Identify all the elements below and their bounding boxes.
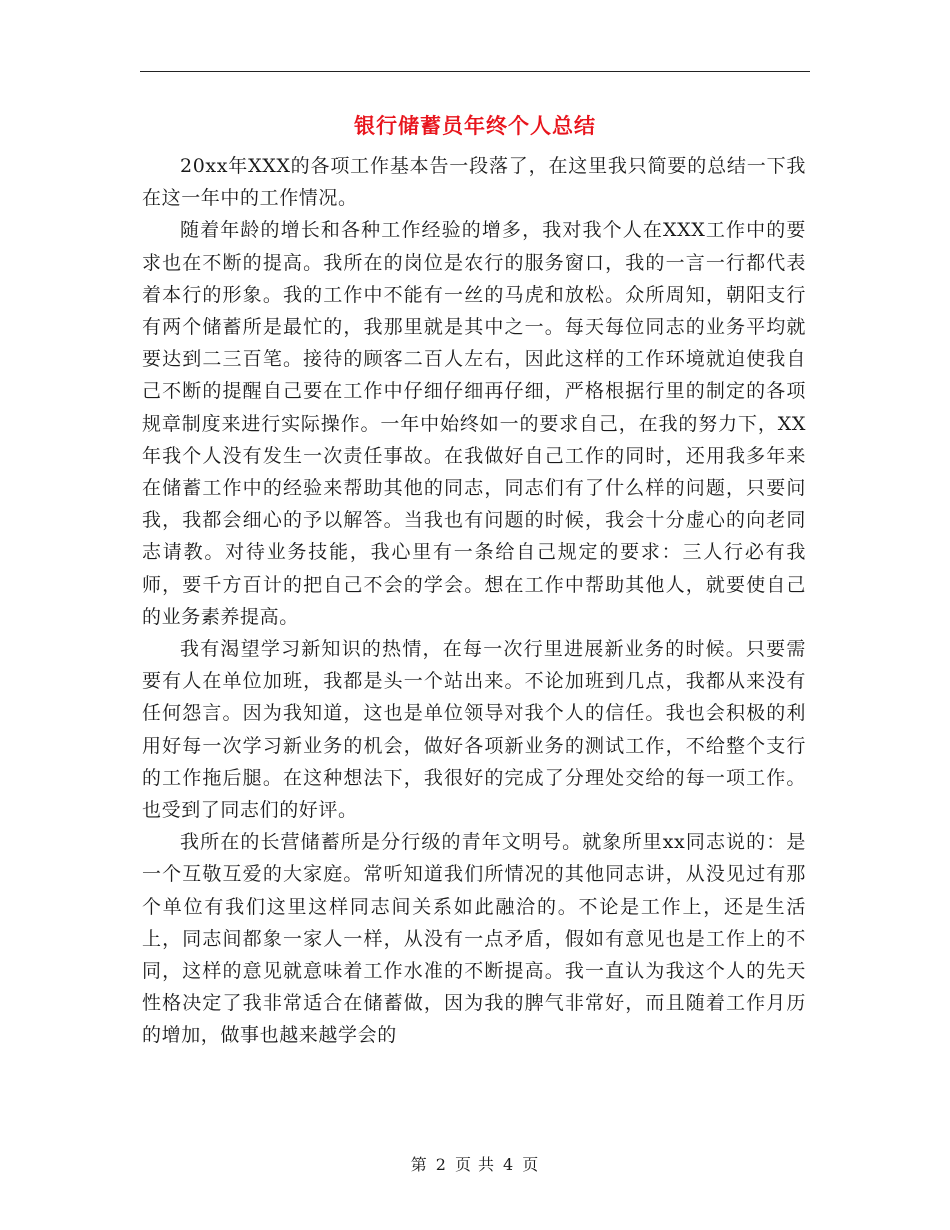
paragraph-intro: 20xx年XXX的各项工作基本告一段落了，在这里我只简要的总结一下我在这一年中的工作情况。 (142, 155, 806, 210)
paragraph-work-requirements: 随着年龄的增长和各种工作经验的增多，我对我个人在XXX工作中的要求也在不断的提高。我所在的岗位是农行的服务窗口，我的一言一行都代表着本行的形象。我的工作中不能有一丝的马虎和放松。众所周知，朝阳支行有两个储蓄所是最忙的，我那里就是其中之一。每天每位同志的业务平均就要达到二三百笔。接待的顾客二百人左右，因此这样的工作环境就迫使我自己不断的提醒自己要在工作中仔细仔细再仔细，严格根据行里的制定的各项规章制度来进行实际操作。一年中始终如一的要求自己，在我的努力下，XX年我个人没有发生一次责任事故。在我做好自己工作的同时，还用我多年来在储蓄工作中的经验来帮助其他的同志，同志们有了什么样的问题，只要问我，我都会细心的予以解答。当我也有问题的时候，我会十分虚心的向老同志请教。对待业务技能，我心里有一条给自己规定的要求：三人行必有我师，要千方百计的把自己不会的学会。想在工作中帮助其他人，就要使自己的业务素养提高。 (142, 219, 806, 628)
page-footer (0, 1155, 950, 1175)
footer-mid: 页 共 (454, 1155, 496, 1174)
paragraph-learning: 我有渴望学习新知识的热情，在每一次行里进展新业务的时候。只要需要有人在单位加班，我都是头一个站出来。不论加班到几点，我都从来没有任何怨言。因为我知道，这也是单位领导对我个人的信任。我也会积极的利用好每一次学习新业务的机会，做好各项新业务的测试工作，不给整个支行的工作拖后腿。在这种想法下，我很好的完成了分理处交给的每一项工作。也受到了同志们的好评。 (142, 638, 806, 822)
paragraph-team: 我所在的长营储蓄所是分行级的青年文明号。就象所里xx同志说的：是一个互敬互爱的大家庭。常听知道我们所情况的其他同志讲，从没见过有那个单位有我们这里这样同志间关系如此融洽的。不论是工作上，还是生活上，同志间都象一家人一样，从没有一点矛盾，假如有意见也是工作上的不同，这样的意见就意味着工作水准的不断提高。我一直认为我这个人的先天性格决定了我非常适合在储蓄做，因为我的脾气非常好，而且随着工作月历的增加，做事也越来越学会的 (142, 831, 806, 1047)
footer-prefix: 第 (410, 1155, 428, 1174)
footer-page-number: 2 (435, 1155, 447, 1174)
document-body (142, 150, 806, 1052)
footer-total-pages: 4 (503, 1155, 515, 1174)
document-title: 银行储蓄员年终个人总结 (354, 114, 596, 138)
header-rule (140, 71, 810, 72)
footer-suffix: 页 (522, 1155, 540, 1174)
